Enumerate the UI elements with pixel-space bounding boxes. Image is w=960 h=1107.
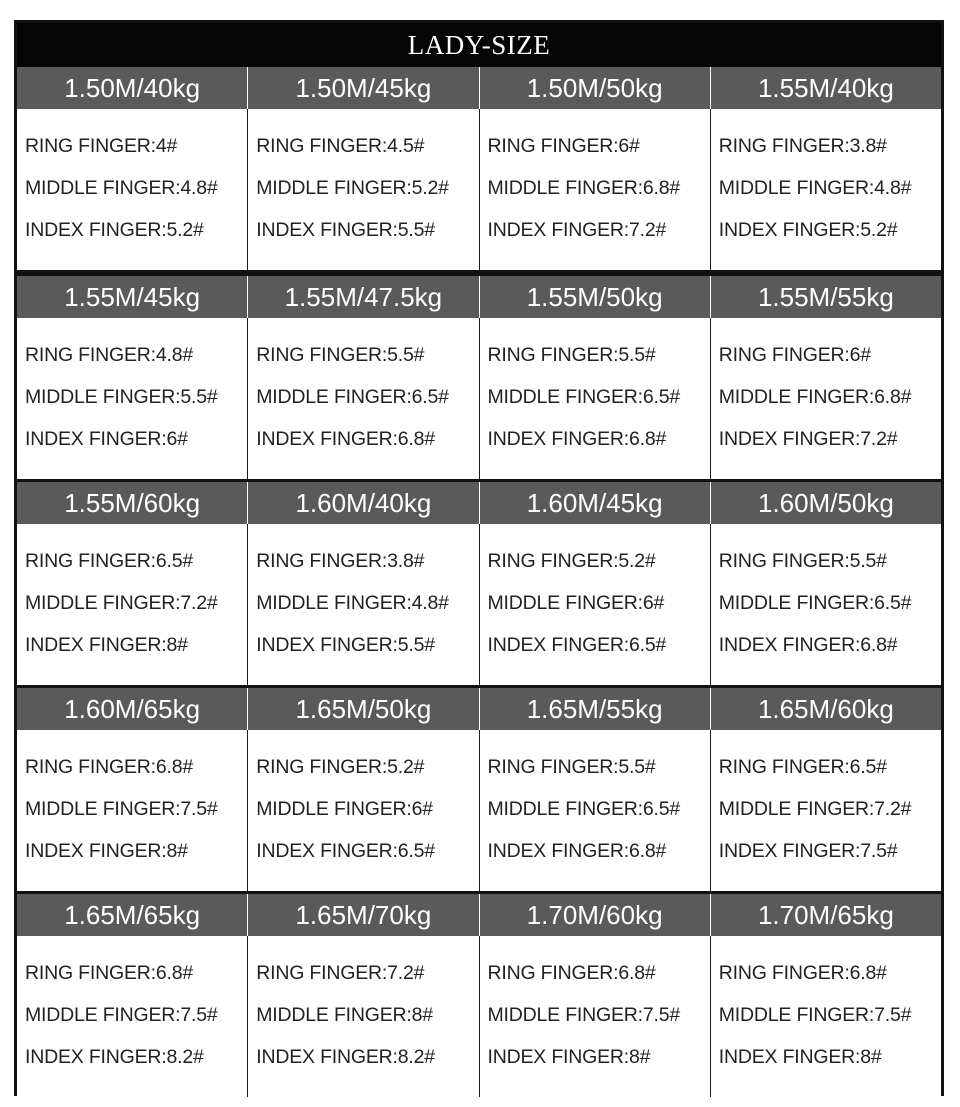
ring-finger-size: RING FINGER:3.8#	[718, 135, 887, 157]
finger-size-cell	[480, 936, 711, 1097]
finger-size-cell	[248, 109, 479, 270]
finger-size-cell	[17, 318, 248, 479]
index-finger-size: INDEX FINGER:6.5#	[487, 634, 667, 656]
finger-size-cell	[480, 524, 711, 685]
height-weight-header: 1.65M/60kg	[757, 694, 894, 724]
height-weight-header: 1.50M/45kg	[248, 67, 479, 109]
middle-finger-size: MIDDLE FINGER:7.5#	[718, 1004, 912, 1026]
size-chart	[14, 20, 944, 1096]
height-weight-header: 1.65M/55kg	[480, 688, 711, 730]
middle-finger-size: MIDDLE FINGER:6.5#	[487, 798, 681, 820]
finger-size-cell	[248, 936, 479, 1097]
ring-finger-size: RING FINGER:5.5#	[487, 756, 656, 778]
height-weight-header: 1.65M/65kg	[17, 894, 248, 936]
index-finger-size: INDEX FINGER:6.5#	[256, 840, 435, 862]
height-weight-header: 1.55M/45kg	[17, 276, 248, 318]
middle-finger-size: MIDDLE FINGER:6.5#	[718, 592, 912, 614]
height-weight-header: 1.50M/40kg	[17, 67, 248, 109]
size-row-block	[17, 273, 941, 479]
middle-finger-size: MIDDLE FINGER:6.8#	[718, 386, 912, 408]
size-table	[17, 67, 941, 1097]
finger-size-cell	[480, 730, 711, 891]
middle-finger-size: MIDDLE FINGER:4.8#	[718, 177, 912, 199]
height-weight-header: 1.70M/60kg	[480, 894, 711, 936]
height-weight-header: 1.55M/55kg	[757, 282, 894, 312]
height-weight-header: 1.50M/50kg	[480, 67, 711, 109]
index-finger-size: INDEX FINGER:8.2#	[25, 1046, 204, 1068]
ring-finger-size: RING FINGER:6.8#	[25, 756, 194, 778]
finger-size-cell	[711, 936, 941, 1097]
finger-size-cell	[711, 109, 941, 270]
ring-finger-size: RING FINGER:6.8#	[487, 962, 656, 984]
index-finger-size: INDEX FINGER:6.8#	[256, 428, 435, 450]
index-finger-size: INDEX FINGER:8#	[25, 634, 188, 656]
index-finger-size: INDEX FINGER:6.8#	[718, 634, 898, 656]
middle-finger-size: MIDDLE FINGER:6.5#	[487, 386, 681, 408]
header-row	[17, 276, 941, 318]
finger-size-cell	[17, 936, 248, 1097]
finger-size-cell	[480, 109, 711, 270]
finger-size-row	[17, 109, 941, 270]
index-finger-size: INDEX FINGER:8#	[25, 840, 188, 862]
height-weight-header: 1.60M/50kg	[757, 488, 894, 518]
middle-finger-size: MIDDLE FINGER:8#	[256, 1004, 433, 1026]
finger-size-cell	[248, 730, 479, 891]
ring-finger-size: RING FINGER:7.2#	[256, 962, 425, 984]
header-row	[17, 894, 941, 936]
ring-finger-size: RING FINGER:6#	[718, 344, 871, 366]
index-finger-size: INDEX FINGER:8#	[718, 1046, 882, 1068]
height-weight-header: 1.60M/45kg	[480, 482, 711, 524]
middle-finger-size: MIDDLE FINGER:5.5#	[25, 386, 218, 408]
ring-finger-size: RING FINGER:5.5#	[256, 344, 425, 366]
index-finger-size: INDEX FINGER:8.2#	[256, 1046, 435, 1068]
index-finger-size: INDEX FINGER:8#	[487, 1046, 651, 1068]
finger-size-row	[17, 936, 941, 1097]
finger-size-cell	[711, 524, 941, 685]
ring-finger-size: RING FINGER:6.5#	[25, 550, 194, 572]
middle-finger-size: MIDDLE FINGER:7.2#	[25, 592, 218, 614]
ring-finger-size: RING FINGER:6.8#	[25, 962, 194, 984]
middle-finger-size: MIDDLE FINGER:5.2#	[256, 177, 449, 199]
height-weight-header: 1.65M/50kg	[248, 688, 479, 730]
index-finger-size: INDEX FINGER:5.2#	[718, 219, 898, 241]
finger-size-cell	[248, 524, 479, 685]
middle-finger-size: MIDDLE FINGER:7.2#	[718, 798, 912, 820]
finger-size-row	[17, 730, 941, 891]
index-finger-size: INDEX FINGER:5.5#	[256, 219, 435, 241]
finger-size-row	[17, 524, 941, 685]
finger-size-cell	[711, 730, 941, 891]
finger-size-cell	[711, 318, 941, 479]
size-row-block	[17, 891, 941, 1097]
height-weight-header: 1.65M/70kg	[248, 894, 479, 936]
ring-finger-size: RING FINGER:5.2#	[487, 550, 656, 572]
finger-size-row	[17, 318, 941, 479]
middle-finger-size: MIDDLE FINGER:6.8#	[487, 177, 681, 199]
finger-size-cell	[248, 318, 479, 479]
index-finger-size: INDEX FINGER:7.2#	[487, 219, 667, 241]
ring-finger-size: RING FINGER:6.8#	[718, 962, 887, 984]
height-weight-header: 1.55M/50kg	[480, 276, 711, 318]
ring-finger-size: RING FINGER:5.5#	[718, 550, 887, 572]
size-row-block	[17, 685, 941, 891]
size-row-block	[17, 479, 941, 685]
height-weight-header: 1.55M/47.5kg	[248, 276, 479, 318]
middle-finger-size: MIDDLE FINGER:4.8#	[25, 177, 218, 199]
middle-finger-size: MIDDLE FINGER:7.5#	[487, 1004, 681, 1026]
finger-size-cell	[17, 109, 248, 270]
height-weight-header: 1.70M/65kg	[757, 900, 894, 930]
middle-finger-size: MIDDLE FINGER:7.5#	[25, 1004, 218, 1026]
ring-finger-size: RING FINGER:6#	[487, 135, 640, 157]
ring-finger-size: RING FINGER:5.2#	[256, 756, 425, 778]
height-weight-header: 1.60M/65kg	[17, 688, 248, 730]
index-finger-size: INDEX FINGER:7.5#	[718, 840, 898, 862]
size-row-block	[17, 67, 941, 273]
header-row	[17, 688, 941, 730]
ring-finger-size: RING FINGER:4.5#	[256, 135, 425, 157]
height-weight-header: 1.55M/60kg	[17, 482, 248, 524]
height-weight-header: 1.55M/40kg	[757, 73, 894, 103]
ring-finger-size: RING FINGER:6.5#	[718, 756, 887, 778]
index-finger-size: INDEX FINGER:7.2#	[718, 428, 898, 450]
ring-finger-size: RING FINGER:3.8#	[256, 550, 425, 572]
ring-finger-size: RING FINGER:4.8#	[25, 344, 194, 366]
finger-size-cell	[17, 524, 248, 685]
index-finger-size: INDEX FINGER:5.5#	[256, 634, 435, 656]
chart-title: LADY-SIZE	[17, 23, 941, 67]
index-finger-size: INDEX FINGER:6.8#	[487, 428, 667, 450]
ring-finger-size: RING FINGER:4#	[25, 135, 178, 157]
finger-size-cell	[480, 318, 711, 479]
index-finger-size: INDEX FINGER:6.8#	[487, 840, 667, 862]
middle-finger-size: MIDDLE FINGER:6.5#	[256, 386, 449, 408]
header-row	[17, 67, 941, 109]
middle-finger-size: MIDDLE FINGER:4.8#	[256, 592, 449, 614]
ring-finger-size: RING FINGER:5.5#	[487, 344, 656, 366]
finger-size-cell	[17, 730, 248, 891]
height-weight-header: 1.60M/40kg	[248, 482, 479, 524]
middle-finger-size: MIDDLE FINGER:6#	[256, 798, 433, 820]
index-finger-size: INDEX FINGER:5.2#	[25, 219, 204, 241]
middle-finger-size: MIDDLE FINGER:7.5#	[25, 798, 218, 820]
index-finger-size: INDEX FINGER:6#	[25, 428, 188, 450]
middle-finger-size: MIDDLE FINGER:6#	[487, 592, 665, 614]
header-row	[17, 482, 941, 524]
